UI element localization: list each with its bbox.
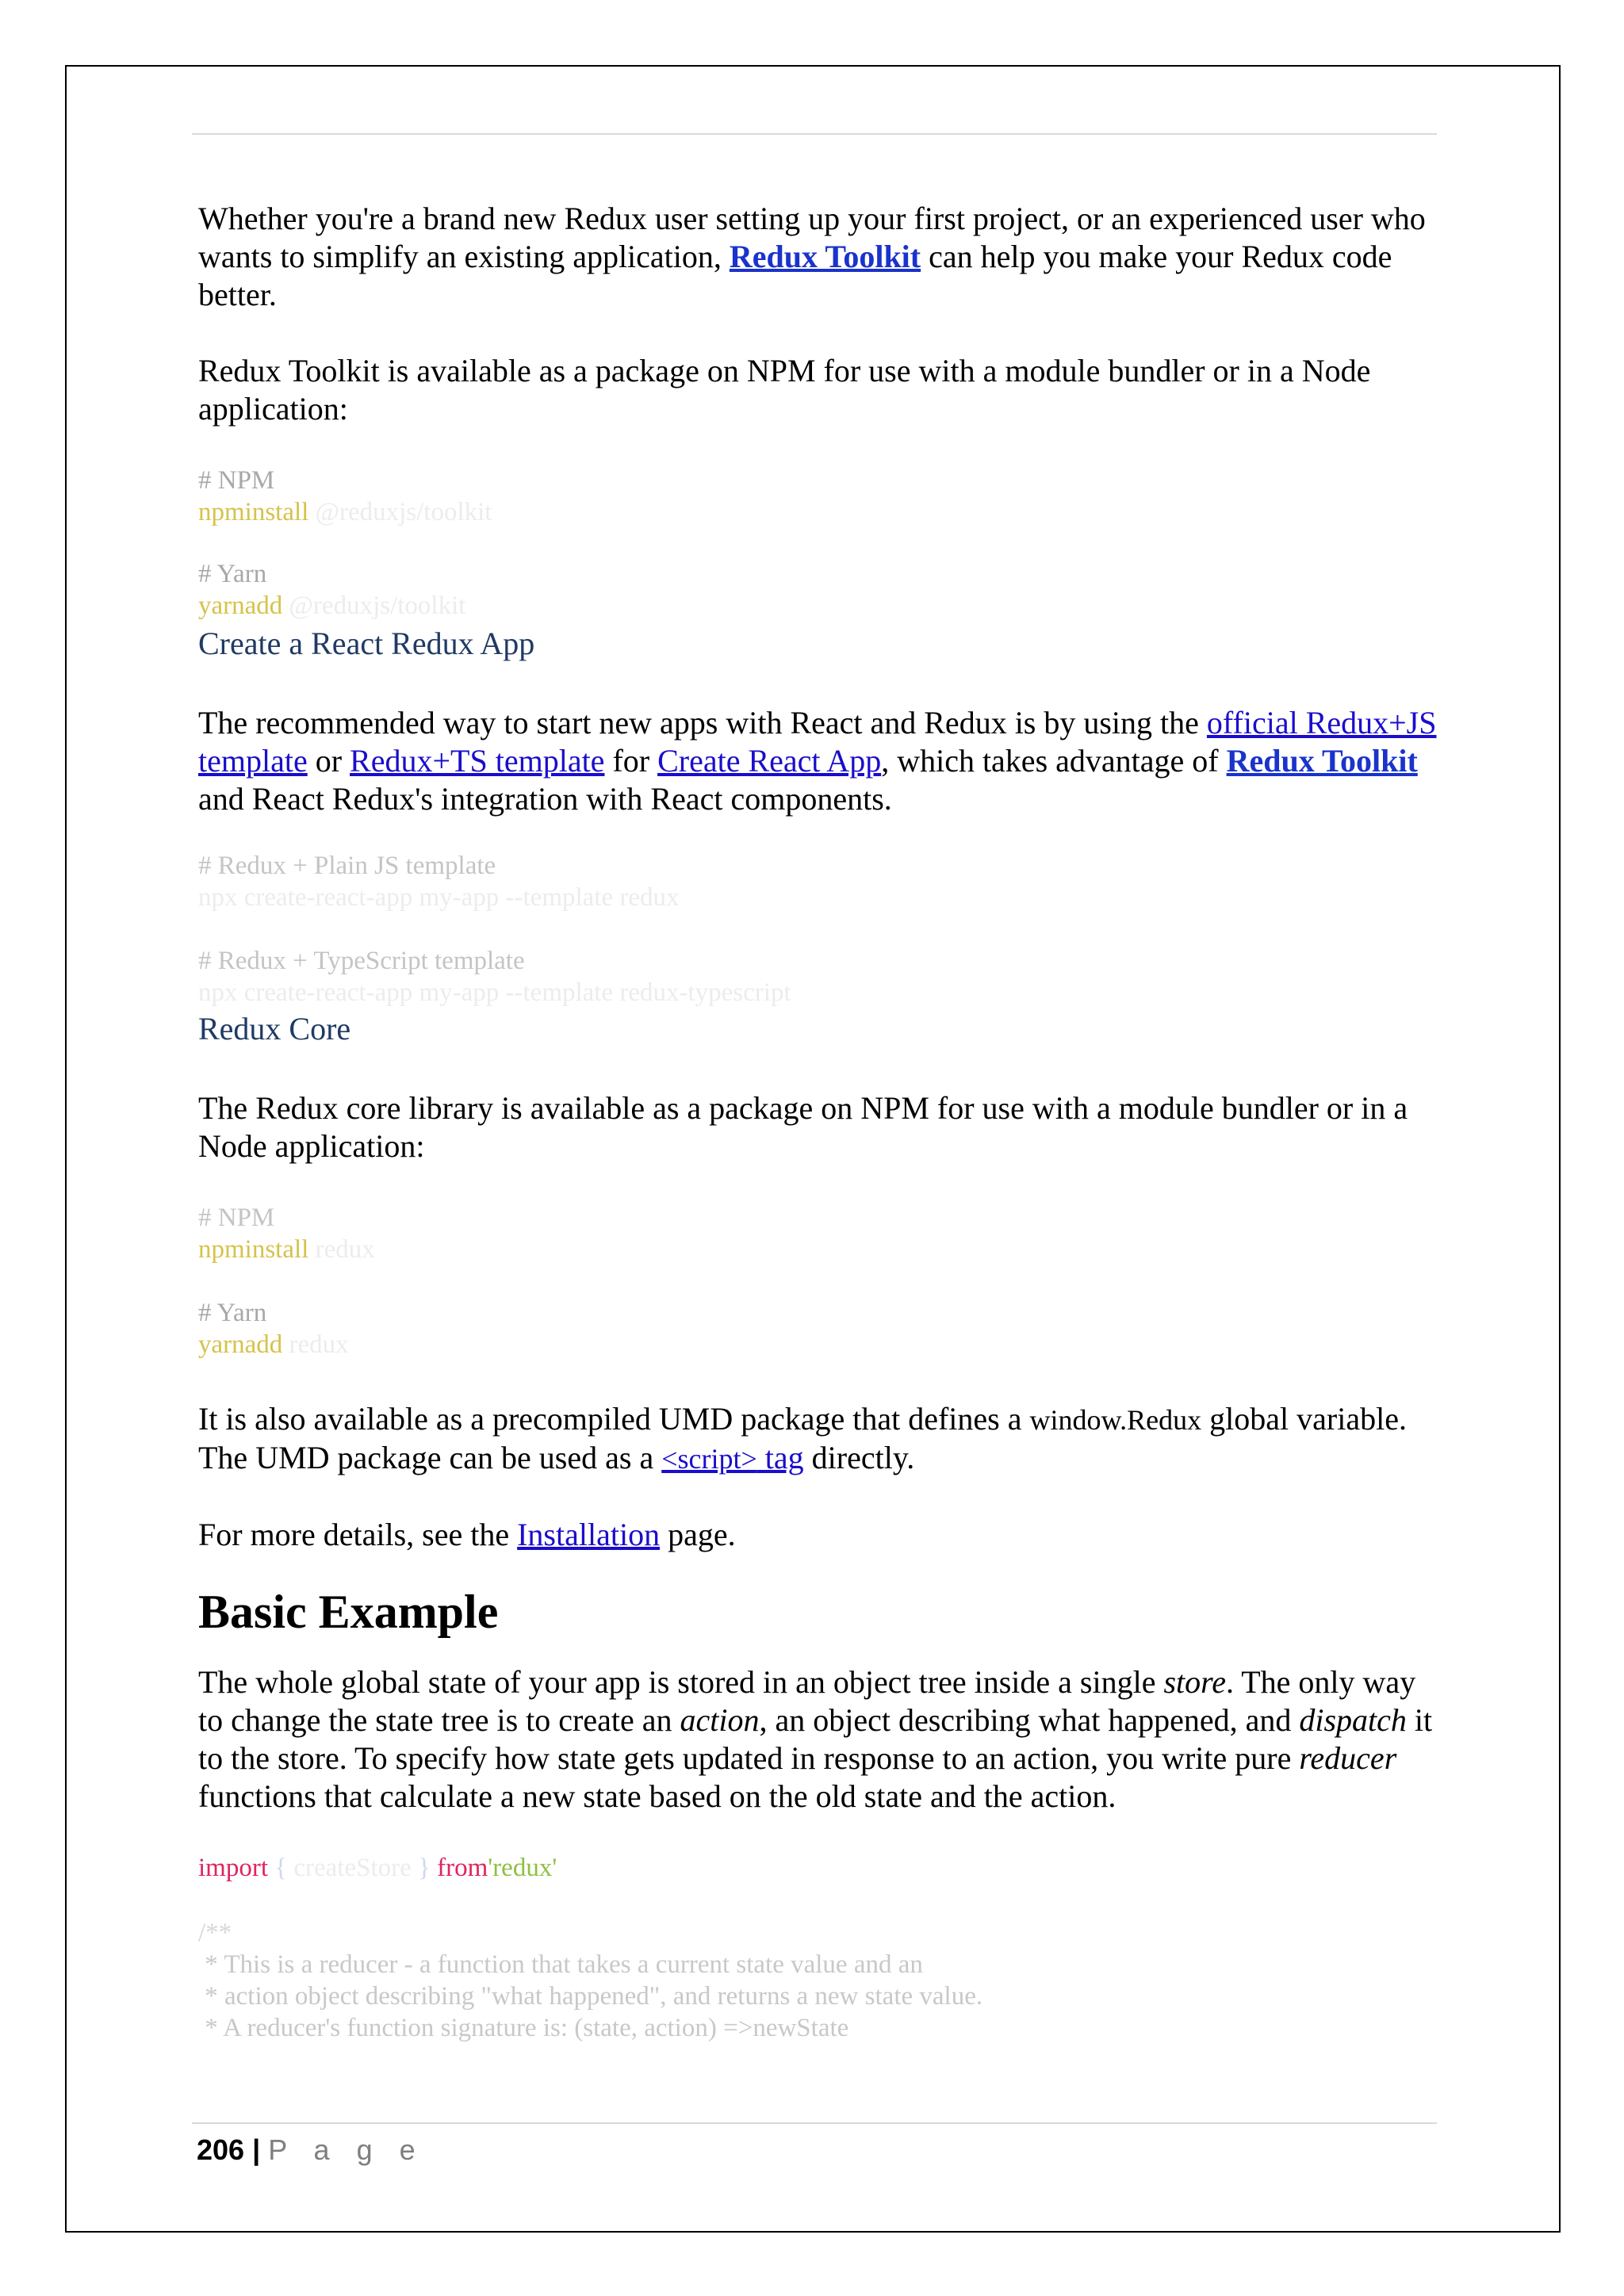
heading-redux-core: Redux Core xyxy=(198,1011,351,1047)
code-command: npminstall xyxy=(198,1235,309,1264)
code-doc-comment: * This is a reducer - a function that takes a current state value and an xyxy=(198,1950,923,1979)
emphasis-store: store xyxy=(1163,1664,1226,1700)
basic-paragraph xyxy=(198,1663,1443,1816)
cra-text: and React Redux's integration with React components. xyxy=(198,781,892,817)
code-package: redux xyxy=(282,1330,349,1359)
code-keyword: import xyxy=(198,1854,268,1882)
heading-create-react-redux-app: Create a React Redux App xyxy=(198,626,535,661)
basic-text: it to the store. To specify how state gets updated in response to an action, you write pure xyxy=(198,1702,1433,1776)
code-keyword: from xyxy=(437,1854,488,1882)
code-comment: # Yarn xyxy=(198,560,267,588)
details-paragraph xyxy=(198,1516,1443,1554)
code-comment: # Redux + Plain JS template xyxy=(198,851,496,880)
basic-text: . The only way to change the state tree is to create an xyxy=(198,1664,1416,1738)
code-block-core-install xyxy=(198,1202,1443,1360)
inline-code: window.Redux xyxy=(1029,1404,1202,1436)
cra-text: or xyxy=(307,743,350,779)
footer-separator: | xyxy=(252,2133,261,2166)
script-tag-link-text: tag xyxy=(756,1440,804,1475)
page-label: P a g e xyxy=(268,2133,425,2166)
umd-text: global variable. The UMD package can be used as a xyxy=(198,1401,1407,1475)
emphasis-dispatch: dispatch xyxy=(1299,1702,1407,1738)
details-text: For more details, see the xyxy=(198,1517,518,1552)
page-number: 206 xyxy=(197,2133,245,2166)
code-block-rtk-install xyxy=(198,465,1443,622)
code-import-line xyxy=(198,1852,1443,1884)
footer-rule xyxy=(192,2122,1437,2124)
cra-text: The recommended way to start new apps with React and Redux is by using the xyxy=(198,705,1207,740)
intro-text: Whether you're a brand new Redux user setting up your first project, or an experienced user who wants to simplify an existing application, xyxy=(198,201,1426,274)
code-comment: # Yarn xyxy=(198,1299,267,1327)
cra-text: for xyxy=(604,743,658,779)
redux-toolkit-link[interactable]: Redux Toolkit xyxy=(729,239,921,274)
code-identifier: createStore xyxy=(293,1854,412,1882)
code-punctuation: { xyxy=(268,1854,294,1882)
installation-link[interactable]: Installation xyxy=(517,1517,661,1552)
heading-basic-example: Basic Example xyxy=(198,1586,499,1638)
umd-paragraph xyxy=(198,1400,1443,1478)
code-comment: # NPM xyxy=(198,1203,275,1232)
code-doc-comment: * A reducer's function signature is: (state, action) =>newState xyxy=(198,2014,849,2042)
create-react-app-link[interactable]: Create React App xyxy=(657,743,882,779)
header-rule xyxy=(192,133,1437,135)
code-command: yarnadd xyxy=(198,1330,283,1359)
code-block-cra xyxy=(198,850,1443,1008)
page-content xyxy=(198,190,1443,2044)
core-paragraph: The Redux core library is available as a package on NPM for use with a module bundler or in a Node application: xyxy=(198,1090,1408,1164)
code-command: yarnadd xyxy=(198,591,283,620)
emphasis-action: action xyxy=(680,1702,760,1738)
redux-ts-template-link[interactable]: Redux+TS template xyxy=(350,743,605,779)
code-comment: # NPM xyxy=(198,466,275,495)
code-line xyxy=(198,1234,1443,1265)
code-block-basic-example xyxy=(198,1852,1443,2044)
umd-text: It is also available as a precompiled UMD package that defines a xyxy=(198,1401,1030,1437)
code-line xyxy=(198,496,1443,528)
rtk-install-paragraph: Redux Toolkit is available as a package on NPM for use with a module bundler or in a Node application: xyxy=(198,353,1371,427)
emphasis-reducer: reducer xyxy=(1299,1740,1397,1776)
code-package: redux xyxy=(308,1235,375,1264)
code-package: @reduxjs/toolkit xyxy=(308,498,492,526)
redux-js-template-link[interactable]: official Redux+JS template xyxy=(198,705,1437,779)
code-comment: # Redux + TypeScript template xyxy=(198,947,525,975)
intro-paragraph xyxy=(198,200,1443,314)
page-footer xyxy=(197,2133,425,2168)
script-tag-link-code: <script> xyxy=(661,1443,757,1475)
cra-text: , which takes advantage of xyxy=(881,743,1227,779)
intro-text-end: can help you make your Redux code better. xyxy=(198,239,1392,312)
basic-text: functions that calculate a new state based on the old state and the action. xyxy=(198,1778,1116,1814)
code-command: npminstall xyxy=(198,498,309,526)
cra-paragraph xyxy=(198,704,1443,818)
code-command: npx create-react-app my-app --template redux-typescript xyxy=(198,978,791,1007)
redux-toolkit-link-2[interactable]: Redux Toolkit xyxy=(1226,743,1418,779)
code-line xyxy=(198,590,1443,622)
details-text: page. xyxy=(660,1517,736,1552)
code-line xyxy=(198,1329,1443,1360)
basic-text: , an object describing what happened, and xyxy=(759,1702,1300,1738)
code-doc-comment: * action object describing "what happened", and returns a new state value. xyxy=(198,1982,983,2011)
code-doc-comment: /** xyxy=(198,1919,232,1947)
script-tag-link[interactable] xyxy=(661,1440,803,1475)
code-package: @reduxjs/toolkit xyxy=(282,591,466,620)
umd-text: directly. xyxy=(803,1440,915,1475)
basic-text: The whole global state of your app is stored in an object tree inside a single xyxy=(198,1664,1164,1700)
code-command: npx create-react-app my-app --template redux xyxy=(198,883,680,912)
code-punctuation: } xyxy=(411,1854,438,1882)
code-string: 'redux' xyxy=(488,1854,557,1882)
